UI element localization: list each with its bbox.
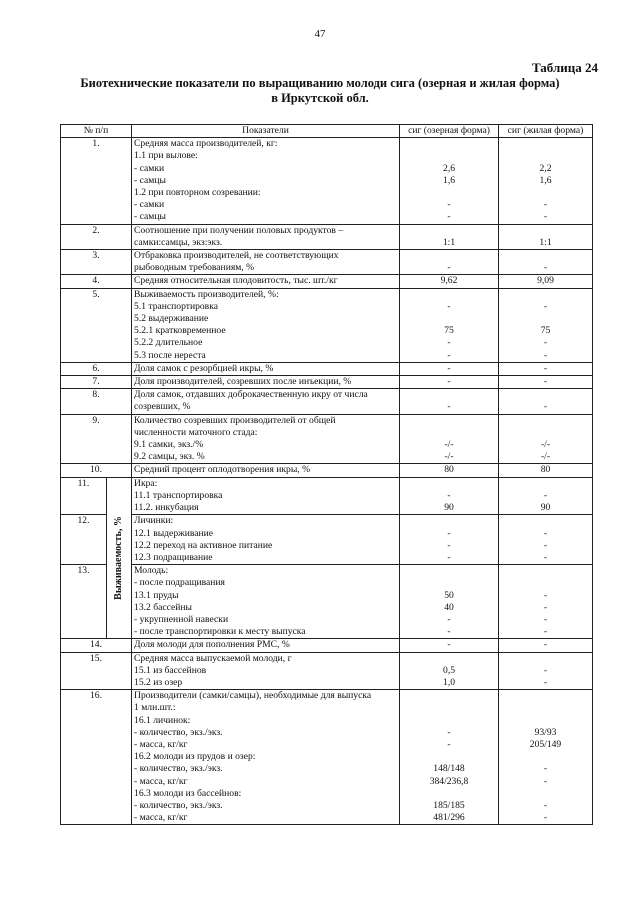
value-col2-line: 1:1 bbox=[539, 236, 552, 248]
value-col2-line bbox=[501, 150, 590, 162]
indicator-cell-line: 5.2.2 длительное bbox=[134, 337, 203, 349]
indicator-cell bbox=[132, 224, 400, 249]
value-col2-line: 205/149 bbox=[529, 738, 562, 750]
value-col1-line: 80 bbox=[444, 464, 454, 476]
indicators-table bbox=[60, 124, 593, 825]
value-col2-line: - bbox=[543, 211, 548, 223]
value-col1 bbox=[400, 477, 499, 515]
value-col2-line bbox=[501, 138, 590, 150]
indicator-cell-line: Количество созревших производителей от общей bbox=[134, 414, 336, 426]
value-col2-line: - bbox=[543, 262, 548, 274]
value-col2 bbox=[499, 138, 593, 224]
value-col2-line bbox=[501, 690, 590, 702]
indicator-cell-line: Доля молоди для пополнения РМС, % bbox=[134, 639, 290, 651]
value-col1 bbox=[400, 376, 499, 389]
table-title bbox=[40, 76, 600, 106]
value-col2-line: - bbox=[543, 812, 548, 824]
row-number: 8. bbox=[61, 389, 132, 414]
value-col2-line bbox=[501, 313, 590, 325]
value-col2-line bbox=[501, 715, 590, 727]
row-number: 7. bbox=[61, 376, 132, 389]
value-col2-line: - bbox=[543, 539, 548, 551]
value-col2 bbox=[499, 477, 593, 515]
indicator-cell-line: - масса, кг/кг bbox=[134, 812, 188, 824]
survival-group-text: Выживаемость, % bbox=[112, 516, 124, 600]
indicator-cell-line: 12.3 подращивание bbox=[134, 551, 213, 563]
value-col2-line: - bbox=[543, 551, 548, 563]
row-number: 11. bbox=[61, 477, 107, 515]
value-col1-line: 2,6 bbox=[443, 162, 456, 174]
indicator-cell-line: 5.2 выдерживание bbox=[134, 313, 209, 325]
table-row bbox=[61, 690, 593, 825]
value-col2 bbox=[499, 224, 593, 249]
indicator-cell-line: самки:самцы, экз:экз. bbox=[134, 236, 223, 248]
indicator-cell-line: 11.1 транспортировка bbox=[134, 489, 223, 501]
indicator-cell-line: 9.2 самцы, экз. % bbox=[134, 451, 205, 463]
value-col2-line bbox=[501, 415, 590, 427]
value-col1-line bbox=[402, 250, 496, 262]
value-col2 bbox=[499, 250, 593, 275]
value-col1-line: 90 bbox=[444, 502, 454, 514]
indicator-cell bbox=[132, 639, 400, 652]
indicator-cell bbox=[132, 515, 400, 565]
value-col1-line: - bbox=[447, 337, 451, 349]
value-col1 bbox=[400, 652, 499, 690]
value-col1-line: 384/236,8 bbox=[429, 775, 469, 787]
value-col1-line: - bbox=[447, 362, 451, 374]
table-row bbox=[61, 477, 593, 515]
value-col1-line bbox=[402, 702, 496, 714]
indicator-cell-line: 1.1 при вылове: bbox=[134, 150, 198, 162]
value-col1-line: - bbox=[447, 376, 451, 388]
row-number: 3. bbox=[61, 250, 132, 275]
indicator-cell-line: 12.2 переход на активное питание bbox=[134, 539, 273, 551]
indicator-cell-line: Средний процент оплодотворения икры, % bbox=[134, 464, 311, 476]
indicator-cell-line: - укрупненной навески bbox=[134, 613, 229, 625]
value-col2-line bbox=[501, 289, 590, 301]
value-col2-line: - bbox=[543, 613, 548, 625]
indicator-cell-line: 13.1 пруды bbox=[134, 589, 179, 601]
value-col1 bbox=[400, 414, 499, 464]
value-col1-line bbox=[402, 515, 496, 527]
value-col2-line: - bbox=[543, 676, 548, 688]
value-col2-line bbox=[501, 565, 590, 577]
indicator-cell-line: - самцы bbox=[134, 174, 166, 186]
table-row bbox=[61, 464, 593, 477]
value-col1 bbox=[400, 138, 499, 224]
indicator-cell-line: Выживаемость производителей, %: bbox=[134, 288, 279, 300]
value-col1-line bbox=[402, 415, 496, 427]
value-col2-line: 2,2 bbox=[539, 162, 552, 174]
value-col2-line: 80 bbox=[540, 464, 551, 476]
indicator-cell bbox=[132, 464, 400, 477]
value-col2-line bbox=[501, 577, 590, 589]
value-col1-line: - bbox=[447, 626, 451, 638]
value-col2-line: - bbox=[543, 401, 548, 413]
value-col1-line bbox=[402, 577, 496, 589]
value-col2 bbox=[499, 414, 593, 464]
table-row bbox=[61, 224, 593, 249]
indicator-cell-line: Соотношение при получении половых продуктов – bbox=[134, 224, 344, 236]
value-col1-line bbox=[402, 715, 496, 727]
indicator-cell bbox=[132, 690, 400, 825]
value-col2-line: - bbox=[543, 626, 548, 638]
indicator-cell bbox=[132, 477, 400, 515]
indicator-cell bbox=[132, 389, 400, 414]
value-col1-line: - bbox=[447, 199, 451, 211]
indicator-cell-line: 1 млн.шт.: bbox=[134, 702, 176, 714]
table-row bbox=[61, 565, 593, 639]
value-col2-line bbox=[501, 478, 590, 490]
indicator-cell-line: - самцы bbox=[134, 211, 166, 223]
value-col2 bbox=[499, 652, 593, 690]
indicator-cell-line: Отбраковка производителей, не соответствующих bbox=[134, 250, 339, 262]
value-col2-line: 90 bbox=[540, 502, 551, 514]
value-col1-line bbox=[402, 187, 496, 199]
indicator-cell bbox=[132, 376, 400, 389]
value-col1-line: 148/148 bbox=[433, 763, 465, 775]
value-col1-line bbox=[402, 427, 496, 439]
indicator-cell-line: Средняя масса выпускаемой молоди, г bbox=[134, 652, 292, 664]
row-number: 14. bbox=[61, 639, 132, 652]
indicator-cell-line: - самки bbox=[134, 199, 165, 211]
value-col2 bbox=[499, 515, 593, 565]
indicator-cell-line: 16.3 молоди из бассейнов: bbox=[134, 787, 242, 799]
indicator-cell-line: 5.2.1 кратковременное bbox=[134, 325, 226, 337]
value-col2-line: - bbox=[543, 763, 548, 775]
header-indicator: Показатели bbox=[132, 125, 400, 138]
value-col1-line: - bbox=[447, 262, 451, 274]
value-col1 bbox=[400, 515, 499, 565]
indicator-cell-line: Личинки: bbox=[134, 515, 174, 527]
value-col1-line: - bbox=[447, 551, 451, 563]
value-col1-line: - bbox=[447, 349, 451, 361]
indicator-cell-line: Икра: bbox=[134, 477, 158, 489]
value-col2-line: - bbox=[543, 799, 548, 811]
value-col1-line bbox=[402, 150, 496, 162]
value-col1-line: 1:1 bbox=[442, 236, 456, 248]
value-col1-line: - bbox=[447, 211, 451, 223]
header-col1: сиг (озерная форма) bbox=[400, 125, 499, 138]
indicator-cell-line: - после транспортировки к месту выпуска bbox=[134, 626, 306, 638]
indicator-cell-line: 12.1 выдерживание bbox=[134, 527, 214, 539]
value-col2-line: - bbox=[543, 337, 548, 349]
value-col2-line: - bbox=[543, 489, 548, 501]
indicator-cell-line: созревших, % bbox=[134, 401, 191, 413]
value-col2 bbox=[499, 690, 593, 825]
value-col1 bbox=[400, 250, 499, 275]
indicator-cell-line: - самки bbox=[134, 162, 165, 174]
value-col2-line: - bbox=[543, 362, 548, 374]
value-col2-line bbox=[501, 788, 590, 800]
row-number: 15. bbox=[61, 652, 132, 690]
value-col1-line: -/- bbox=[444, 451, 454, 463]
value-col1 bbox=[400, 288, 499, 362]
indicator-cell-line: 13.2 бассейны bbox=[134, 601, 192, 613]
value-col2-line bbox=[501, 250, 590, 262]
value-col1 bbox=[400, 224, 499, 249]
value-col1 bbox=[400, 389, 499, 414]
indicator-cell bbox=[132, 250, 400, 275]
value-col2-line: - bbox=[543, 199, 548, 211]
value-col1-line bbox=[402, 313, 496, 325]
indicator-cell bbox=[132, 288, 400, 362]
value-col2-line bbox=[501, 225, 590, 237]
value-col2 bbox=[499, 464, 593, 477]
value-col2-line: 9,09 bbox=[537, 275, 554, 287]
title-line-1: Биотехнические показатели по выращиванию молоди сига (озерная и жилая форма) bbox=[80, 76, 560, 90]
row-number: 1. bbox=[61, 138, 132, 224]
value-col1-line bbox=[402, 389, 496, 401]
indicator-cell-line: Доля производителей, созревших после инъекции, % bbox=[134, 376, 352, 388]
value-col1-line bbox=[402, 653, 496, 665]
value-col1-line: 0,5 bbox=[443, 664, 456, 676]
value-col1-line bbox=[402, 289, 496, 301]
value-col1-line: - bbox=[447, 539, 451, 551]
value-col1-line: - bbox=[447, 401, 451, 413]
row-number: 2. bbox=[61, 224, 132, 249]
indicator-cell bbox=[132, 652, 400, 690]
indicator-cell bbox=[132, 362, 400, 375]
value-col1-line: - bbox=[447, 639, 451, 651]
row-number: 6. bbox=[61, 362, 132, 375]
value-col1-line bbox=[402, 138, 496, 150]
indicator-cell-line: - масса, кг/кг bbox=[134, 775, 188, 787]
table-row bbox=[61, 362, 593, 375]
indicator-cell-line: 9.1 самки, экз./% bbox=[134, 439, 204, 451]
value-col2-line: - bbox=[543, 775, 548, 787]
value-col2-line: - bbox=[543, 300, 548, 312]
indicator-cell-line: рыбоводным требованиям, % bbox=[134, 262, 255, 274]
value-col1-line bbox=[402, 478, 496, 490]
value-col2-line bbox=[501, 427, 590, 439]
table-row bbox=[61, 639, 593, 652]
indicator-cell-line: - масса, кг/кг bbox=[134, 738, 188, 750]
table-row bbox=[61, 288, 593, 362]
row-number: 12. bbox=[61, 515, 107, 565]
value-col2-line bbox=[501, 702, 590, 714]
value-col2-line bbox=[501, 751, 590, 763]
indicator-cell-line: Доля самок с резорбцией икры, % bbox=[134, 362, 274, 374]
row-number: 5. bbox=[61, 288, 132, 362]
value-col1-line: - bbox=[447, 738, 451, 750]
indicator-cell-line: - количество, экз./экз. bbox=[134, 726, 223, 738]
header-num: № п/п bbox=[61, 125, 132, 138]
indicator-cell-line: Производители (самки/самцы), необходимые для выпуска bbox=[134, 690, 372, 702]
table-row bbox=[61, 389, 593, 414]
value-col2 bbox=[499, 565, 593, 639]
value-col2-line: - bbox=[543, 589, 548, 601]
value-col2-line: - bbox=[543, 349, 548, 361]
value-col2-line: 93/93 bbox=[534, 726, 557, 738]
indicator-cell-line: Молодь: bbox=[134, 565, 169, 577]
value-col1-line bbox=[402, 565, 496, 577]
title-line-2: в Иркутской обл. bbox=[271, 91, 369, 105]
table-row bbox=[61, 376, 593, 389]
value-col1-line: 1,0 bbox=[443, 676, 456, 688]
value-col2-line bbox=[501, 653, 590, 665]
value-col2-line: -/- bbox=[540, 451, 551, 463]
value-col2 bbox=[499, 288, 593, 362]
indicator-cell bbox=[132, 565, 400, 639]
indicator-cell-line: 16.1 личинок: bbox=[134, 714, 191, 726]
value-col1 bbox=[400, 464, 499, 477]
table-row bbox=[61, 414, 593, 464]
indicator-cell-line: Доля самок, отдавших доброкачественную икру от числа bbox=[134, 389, 368, 401]
row-number: 16. bbox=[61, 690, 132, 825]
value-col1 bbox=[400, 565, 499, 639]
row-number: 10. bbox=[61, 464, 132, 477]
value-col2 bbox=[499, 389, 593, 414]
value-col1-line: -/- bbox=[444, 439, 454, 451]
value-col2-line bbox=[501, 187, 590, 199]
value-col1-line: 185/185 bbox=[433, 799, 465, 811]
value-col2-line: - bbox=[543, 601, 548, 613]
value-col1-line: - bbox=[447, 300, 451, 312]
value-col1-line bbox=[402, 690, 496, 702]
value-col1-line bbox=[402, 788, 496, 800]
value-col1-line: 40 bbox=[444, 601, 454, 613]
row-number: 4. bbox=[61, 275, 132, 288]
value-col2-line: -/- bbox=[540, 439, 551, 451]
value-col1-line: 50 bbox=[444, 589, 454, 601]
value-col2-line: 1,6 bbox=[539, 174, 552, 186]
value-col2-line: - bbox=[543, 527, 548, 539]
value-col2 bbox=[499, 639, 593, 652]
table-row bbox=[61, 515, 593, 565]
value-col1 bbox=[400, 639, 499, 652]
value-col1-line: - bbox=[447, 613, 451, 625]
indicator-cell-line: 5.3 после нереста bbox=[134, 349, 206, 361]
table-label: Таблица 24 bbox=[531, 60, 598, 75]
value-col2 bbox=[499, 362, 593, 375]
indicator-cell-line: 15.1 из бассейнов bbox=[134, 664, 207, 676]
value-col1 bbox=[400, 690, 499, 825]
value-col1-line: - bbox=[447, 527, 451, 539]
value-col1-line: 9,62 bbox=[440, 275, 458, 287]
indicator-cell-line: 15.2 из озер bbox=[134, 676, 183, 688]
header-col2: сиг (жилая форма) bbox=[499, 125, 593, 138]
value-col2-line: - bbox=[543, 376, 548, 388]
value-col2-line: - bbox=[543, 664, 548, 676]
indicator-cell bbox=[132, 138, 400, 224]
value-col2 bbox=[499, 275, 593, 288]
survival-group-label bbox=[107, 477, 132, 639]
value-col2-line bbox=[501, 515, 590, 527]
indicator-cell-line: 5.1 транспортировка bbox=[134, 300, 218, 312]
page-number: 47 bbox=[314, 28, 326, 40]
value-col2-line bbox=[501, 389, 590, 401]
value-col1 bbox=[400, 275, 499, 288]
indicator-cell-line: численности маточного стада: bbox=[134, 426, 258, 438]
indicator-cell-line: Средняя относительная плодовитость, тыс. шт./кг bbox=[134, 275, 338, 287]
indicator-cell-line: 1.2 при повторном созревании: bbox=[134, 187, 261, 199]
value-col2 bbox=[499, 376, 593, 389]
value-col1 bbox=[400, 362, 499, 375]
value-col1-line: 75 bbox=[444, 325, 454, 337]
table-row bbox=[61, 652, 593, 690]
indicator-cell-line: - количество, экз./экз. bbox=[134, 763, 223, 775]
row-number: 13. bbox=[61, 565, 107, 639]
value-col1-line: - bbox=[447, 489, 451, 501]
indicator-cell-line: - количество, экз./экз. bbox=[134, 799, 223, 811]
value-col1-line bbox=[402, 751, 496, 763]
table-row bbox=[61, 250, 593, 275]
indicator-cell bbox=[132, 414, 400, 464]
value-col2-line: - bbox=[543, 639, 548, 651]
indicator-cell-line: 16.2 молоди из прудов и озер: bbox=[134, 751, 256, 763]
table-header-row bbox=[61, 125, 593, 138]
indicator-cell-line: Средняя масса производителей, кг: bbox=[134, 138, 278, 150]
value-col1-line bbox=[402, 225, 496, 237]
indicator-cell-line: 11.2. инкубация bbox=[134, 502, 199, 514]
indicator-cell-line: - после подращивания bbox=[134, 577, 225, 589]
value-col1-line: 481/296 bbox=[433, 812, 465, 824]
value-col1-line: - bbox=[447, 726, 451, 738]
table-row bbox=[61, 138, 593, 224]
value-col1-line: 1,6 bbox=[443, 174, 456, 186]
indicator-cell bbox=[132, 275, 400, 288]
table-row bbox=[61, 275, 593, 288]
value-col2-line: 75 bbox=[540, 325, 551, 337]
row-number: 9. bbox=[61, 414, 132, 464]
